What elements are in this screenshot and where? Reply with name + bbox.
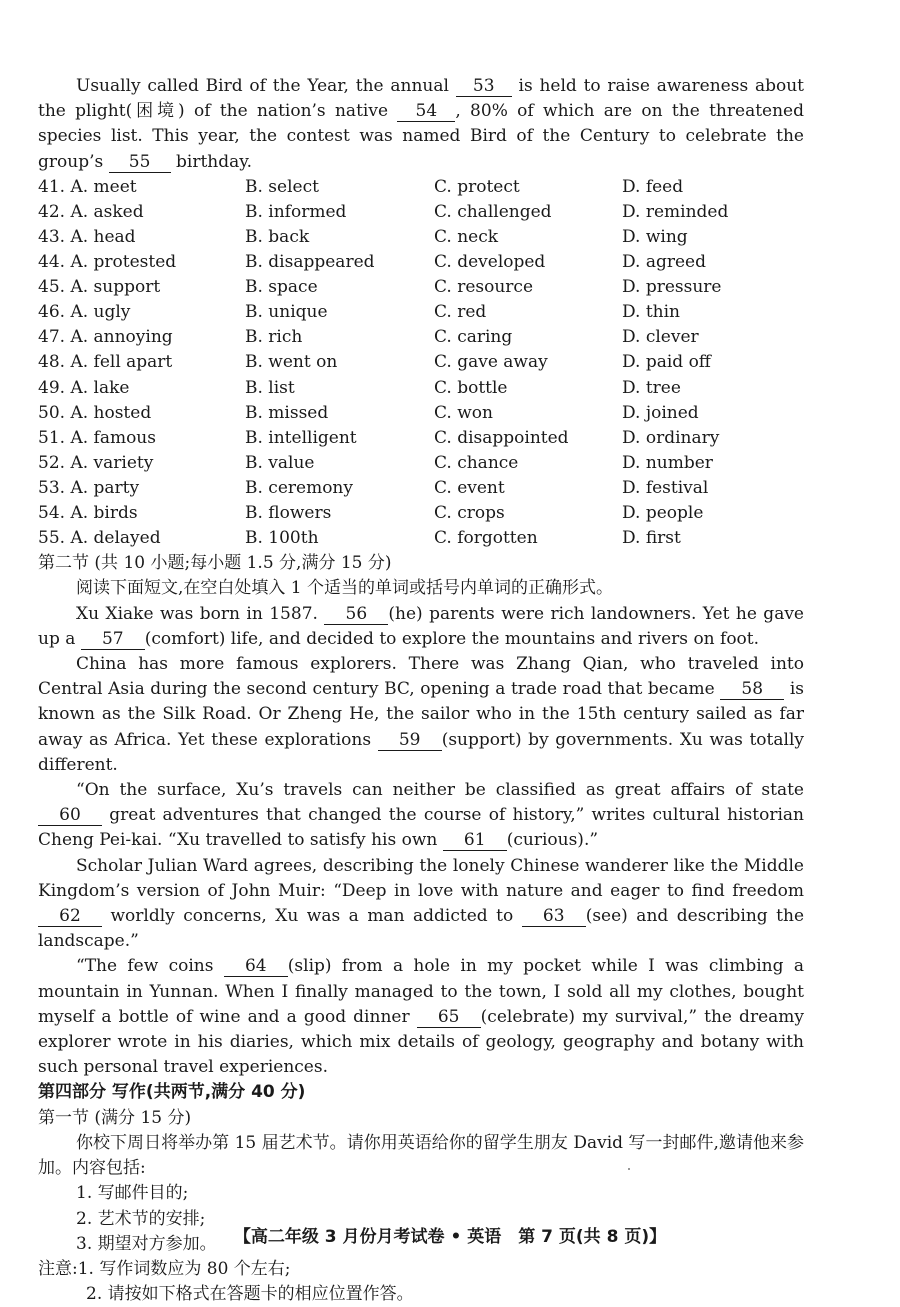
- option-c: C. won: [434, 402, 493, 423]
- option-b: B. rich: [245, 327, 303, 348]
- intro-text-2: is held to raise awareness about the plight(困境) of the nation’s native: [38, 76, 804, 122]
- option-d: D. thin: [622, 302, 680, 323]
- option-a: 51. A. famous: [38, 427, 156, 448]
- option-d: D. reminded: [622, 201, 729, 222]
- passage-text: is known as the Silk Road. Or Zheng He, the sailor who in the 15th century sailed as far away as Africa. Yet these explorations: [38, 679, 804, 750]
- option-c: C. event: [434, 477, 505, 498]
- option-b: B. unique: [245, 302, 328, 323]
- note-1: 注意:1. 写作词数应为 80 个左右;: [38, 1258, 291, 1279]
- blank-63[interactable]: 63: [522, 906, 586, 927]
- blank-55[interactable]: 55: [109, 152, 171, 173]
- option-a: 42. A. asked: [38, 201, 144, 222]
- passage-text: (see) and describing the landscape.”: [38, 906, 804, 952]
- option-row-49: [38, 376, 804, 401]
- option-a: 54. A. birds: [38, 503, 138, 524]
- intro-text-1: Usually called Bird of the Year, the annual: [76, 76, 456, 96]
- option-a: 53. A. party: [38, 477, 140, 498]
- passage-text: China has more famous explorers. There was Zhang Qian, who traveled into Central Asia during the second century BC, opening a trade road that became: [38, 654, 804, 700]
- option-d: D. ordinary: [622, 427, 720, 448]
- option-d: D. tree: [622, 377, 681, 398]
- option-a: 52. A. variety: [38, 452, 154, 473]
- option-a: 55. A. delayed: [38, 528, 161, 549]
- option-b: B. informed: [245, 201, 347, 222]
- section2-instruction: 阅读下面短文,在空白处填入 1 个适当的单词或括号内单词的正确形式。: [76, 578, 614, 599]
- option-row-44: [38, 250, 804, 275]
- option-b: B. ceremony: [245, 477, 353, 498]
- option-a: 48. A. fell apart: [38, 352, 173, 373]
- option-c: C. forgotten: [434, 528, 538, 549]
- blank-61[interactable]: 61: [443, 830, 507, 851]
- option-row-52: [38, 451, 804, 476]
- blank-65[interactable]: 65: [417, 1007, 481, 1028]
- option-b: B. list: [245, 377, 295, 398]
- blank-58[interactable]: 58: [720, 679, 784, 700]
- option-a: 44. A. protested: [38, 252, 177, 273]
- requirement-item: 2. 艺术节的安排;: [76, 1208, 206, 1229]
- passage-text: (curious).”: [506, 830, 599, 851]
- passage-text: “The few coins: [76, 956, 224, 977]
- option-a: 49. A. lake: [38, 377, 130, 398]
- exam-page: [38, 74, 804, 1307]
- option-d: D. pressure: [622, 277, 722, 298]
- option-b: B. 100th: [245, 528, 319, 549]
- option-row-55: [38, 526, 804, 551]
- blank-57[interactable]: 57: [81, 629, 145, 650]
- option-a: 41. A. meet: [38, 176, 137, 197]
- option-d: D. first: [622, 528, 681, 549]
- option-b: B. missed: [245, 402, 329, 423]
- option-row-42: [38, 200, 804, 225]
- intro-text-3: , 80% of which are on the threatened species list. This year, the contest was named Bird of the Century to celebrate the group’s: [38, 101, 804, 172]
- requirement-item: 1. 写邮件目的;: [76, 1183, 189, 1204]
- blank-54[interactable]: 54: [397, 101, 455, 122]
- option-c: C. developed: [434, 252, 546, 273]
- passage-text: (celebrate) my survival,” the dreamy explorer wrote in his diaries, which mix details of geology, geography and botany with such personal travel experiences.: [38, 1006, 804, 1078]
- option-d: D. paid off: [622, 352, 711, 373]
- option-b: B. select: [245, 176, 319, 197]
- option-c: C. bottle: [434, 377, 508, 398]
- passage-text: great adventures that changed the course of history,” writes cultural historian Cheng Pei-kai. “Xu travelled to satisfy his own: [38, 805, 804, 851]
- part4-heading: 第四部分 写作(共两节,满分 40 分): [38, 1082, 306, 1103]
- option-row-54: [38, 501, 804, 526]
- option-d: D. feed: [622, 176, 684, 197]
- option-d: D. joined: [622, 402, 699, 423]
- intro-text-4: birthday.: [170, 151, 253, 172]
- options-list: [38, 175, 804, 551]
- option-d: D. clever: [622, 327, 699, 348]
- passage-paragraph-4: [38, 854, 804, 955]
- option-a: 45. A. support: [38, 277, 161, 298]
- option-row-53: [38, 476, 804, 501]
- option-a: 47. A. annoying: [38, 327, 173, 348]
- option-c: C. gave away: [434, 352, 548, 373]
- passage-paragraph-2: [38, 652, 804, 778]
- option-row-48: [38, 350, 804, 375]
- passage-text: (support) by governments. Xu was totally different.: [38, 729, 804, 775]
- note-2: 2. 请按如下格式在答题卡的相应位置作答。: [86, 1284, 414, 1305]
- blank-59[interactable]: 59: [378, 730, 442, 751]
- option-c: C. disappointed: [434, 427, 569, 448]
- section2-heading: 第二节 (共 10 小题;每小题 1.5 分,满分 15 分): [38, 553, 392, 574]
- blank-53[interactable]: 53: [456, 76, 512, 97]
- option-b: B. intelligent: [245, 427, 357, 448]
- passage-paragraph-5: [38, 954, 804, 1080]
- blank-56[interactable]: 56: [324, 604, 388, 625]
- option-c: C. resource: [434, 277, 534, 298]
- option-d: D. agreed: [622, 252, 706, 273]
- option-c: C. protect: [434, 176, 520, 197]
- option-a: 50. A. hosted: [38, 402, 152, 423]
- option-b: B. value: [245, 452, 315, 473]
- option-b: B. disappeared: [245, 252, 375, 273]
- option-row-45: [38, 275, 804, 300]
- option-row-46: [38, 300, 804, 325]
- passage-text: (comfort) life, and decided to explore the mountains and rivers on foot.: [144, 628, 760, 649]
- option-row-43: [38, 225, 804, 250]
- intro-paragraph: [38, 74, 804, 175]
- option-row-47: [38, 325, 804, 350]
- option-c: C. chance: [434, 452, 519, 473]
- option-row-50: [38, 401, 804, 426]
- blank-64[interactable]: 64: [224, 956, 288, 977]
- option-b: B. back: [245, 227, 310, 247]
- passage-text: (he) parents were rich landowners. Yet he gave up a: [38, 603, 804, 649]
- option-c: C. red: [434, 302, 487, 323]
- passage-text: (slip) from a hole in my pocket while I was climbing a mountain in Yunnan. When I finally managed to the town, I sold all my clothes, bought myself a bottle of wine and a good dinner: [38, 956, 804, 1027]
- passage-text: worldly concerns, Xu was a man addicted to: [102, 906, 522, 927]
- option-b: B. space: [245, 277, 318, 298]
- option-a: 43. A. head: [38, 227, 136, 247]
- part4-sub-heading: 第一节 (满分 15 分): [38, 1107, 192, 1128]
- writing-prompt: 你校下周日将举办第 15 届艺术节。请你用英语给你的留学生朋友 David 写一封邮件,邀请他来参加。内容包括:: [38, 1132, 804, 1179]
- option-b: B. flowers: [245, 503, 332, 524]
- option-d: D. people: [622, 503, 704, 524]
- passage-text: Xu Xiake was born in 1587.: [76, 603, 325, 624]
- passage-paragraph-3: [38, 778, 804, 854]
- option-b: B. went on: [245, 352, 338, 373]
- option-c: C. crops: [434, 503, 505, 524]
- blank-62[interactable]: 62: [38, 906, 102, 927]
- passage-paragraph-1: [38, 602, 804, 652]
- option-a: 46. A. ugly: [38, 302, 131, 323]
- option-d: D. festival: [622, 477, 709, 498]
- passage-text: Scholar Julian Ward agrees, describing the lonely Chinese wanderer like the Middle Kingdom’s version of John Muir: “Deep in love with nature and eager to find freedom: [38, 855, 804, 901]
- option-row-51: [38, 426, 804, 451]
- page-footer: 【高二年级 3 月份月考试卷 • 英语 第 7 页(共 8 页)】: [233, 1227, 667, 1247]
- blank-60[interactable]: 60: [38, 805, 102, 826]
- option-c: C. neck: [434, 227, 499, 247]
- option-d: D. wing: [622, 227, 688, 247]
- option-d: D. number: [622, 452, 713, 473]
- option-c: C. caring: [434, 327, 513, 348]
- option-row-41: [38, 175, 804, 200]
- passage-text: “On the surface, Xu’s travels can neither be classified as great affairs of state: [76, 780, 804, 801]
- requirement-item: 3. 期望对方参加。: [76, 1233, 217, 1254]
- option-c: C. challenged: [434, 201, 552, 222]
- scan-speck: [628, 1168, 630, 1170]
